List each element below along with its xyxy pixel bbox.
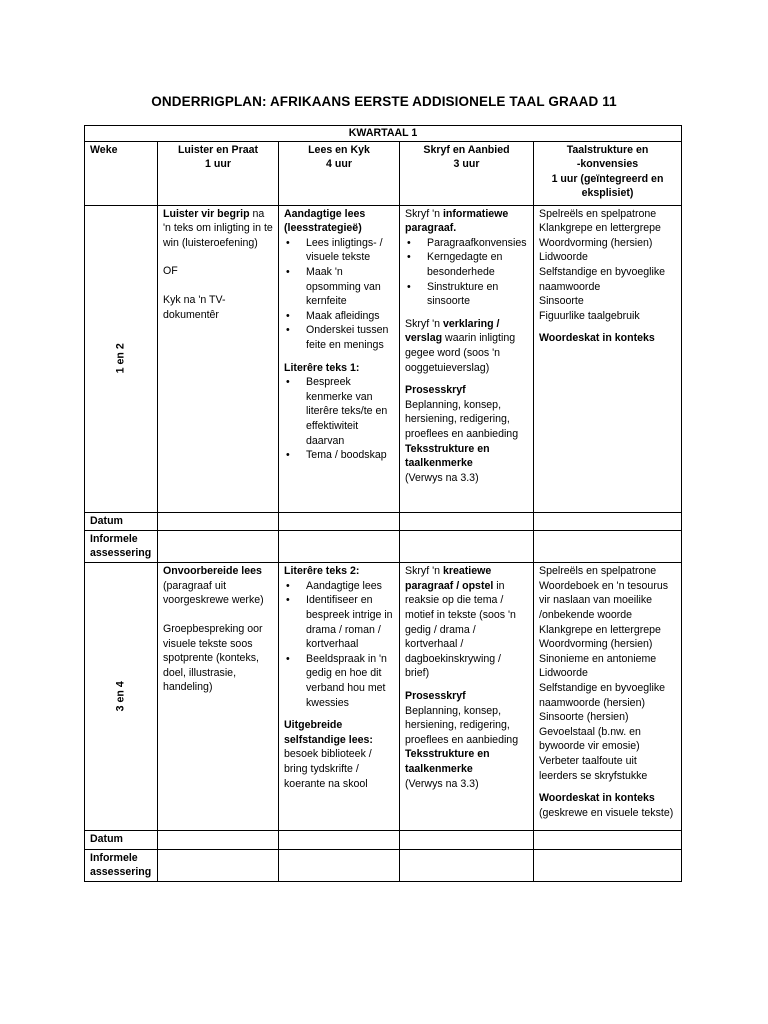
empty-cell: [534, 512, 682, 531]
list-item: • Sinstrukture en sinsoorte: [405, 280, 528, 309]
empty-cell: [400, 849, 534, 881]
list-item: • Onderskei tussen feite en menings: [284, 323, 394, 352]
datum-row-1: [85, 512, 682, 531]
list-item: • Maak 'n opsomming van kernfeite: [284, 265, 394, 309]
luister-cell-2: Onvoorbereide lees (paragraaf uit voorgeskrewe werke) Groepbespreking oor visuele tekste soos spotprente (konteks, doel, illustrasie, handeling): [158, 563, 279, 831]
header-row: [85, 141, 682, 205]
skryf-list-1: [405, 236, 528, 309]
header-weke: Weke: [85, 141, 158, 205]
list-item: • Identifiseer en bespreek intrige in drama / roman / kortverhaal: [284, 593, 394, 651]
lees-list-3: [284, 579, 394, 710]
empty-cell: [400, 831, 534, 850]
header-lees: Lees en Kyk 4 uur: [279, 141, 400, 205]
empty-cell: [279, 531, 400, 563]
lees-list-2: [284, 375, 394, 463]
datum-label-1: Datum: [85, 512, 158, 531]
list-item: • Paragraafkonvensies: [405, 236, 528, 251]
week-block-2: [85, 563, 682, 831]
datum-label-2: Datum: [85, 831, 158, 850]
list-item: • Maak afleidings: [284, 309, 394, 324]
empty-cell: [534, 831, 682, 850]
skryf-cell-1: Skryf 'n informatiewe paragraaf. • Paragraafkonvensies • Kerngedagte en besonderhede • Sinstrukture en sinsoorte Skryf 'n verklaring / verslag waarin inligting gegee word (soos 'n ooggetuieverslag) Prosesskryf Beplanning, konsep, hersiening, redigering, proeflees en aanbieding Teksstrukture en taalkenmerke (Verwys na 3.3): [400, 205, 534, 512]
term-row: [85, 126, 682, 142]
lees-cell-1: Aandagtige lees (leesstrategieë) • Lees inligtings- / visuele tekste • Maak 'n opsomming van kernfeite • Maak afleidings • Onderskei tussen feite en menings Literêre teks 1: • Bespreek kenmerke van literêre teks/te en effektiwiteit daarvan • Tema / boodskap: [279, 205, 400, 512]
empty-cell: [158, 512, 279, 531]
header-taal: Taalstrukture en -konvensies 1 uur (geïntegreerd en eksplisiet): [534, 141, 682, 205]
weeks-label-2: 3 en 4: [85, 563, 158, 831]
empty-cell: [279, 512, 400, 531]
lesson-plan-table: [84, 125, 682, 882]
taal-cell-2: Spelreëls en spelpatrone Woordeboek en 'n tesourus vir naslaan van moeilike /onbekende woorde Klankgrepe en lettergrepe Woordvorming (hersien) Sinonieme en antonieme Lidwoorde Selfstandige en byvoeglike naamwoorde (hersien) Sinsoorte (hersien) Gevoelstaal (b.nw. en bywoorde vir emosie) Verbeter taalfoute uit leerders se skryfstukke Woordeskat in konteks (geskrewe en visuele tekste): [534, 563, 682, 831]
week-block-1: [85, 205, 682, 512]
empty-cell: [279, 849, 400, 881]
empty-cell: [400, 512, 534, 531]
empty-cell: [158, 531, 279, 563]
informele-label-2: Informele assessering: [85, 849, 158, 881]
empty-cell: [158, 831, 279, 850]
lees-cell-2: Literêre teks 2: • Aandagtige lees • Identifiseer en bespreek intrige in drama / roman / kortverhaal • Beeldspraak in 'n gedig en hoe dit verband hou met kwessies Uitgebreide selfstandige lees: besoek biblioteek / bring tydskrifte / koerante na skool: [279, 563, 400, 831]
header-skryf: Skryf en Aanbied 3 uur: [400, 141, 534, 205]
informele-row-1: [85, 531, 682, 563]
list-item: • Bespreek kenmerke van literêre teks/te en effektiwiteit daarvan: [284, 375, 394, 448]
document-title: ONDERRIGPLAN: AFRIKAANS EERSTE ADDISIONELE TAAL GRAAD 11: [151, 94, 617, 109]
empty-cell: [279, 831, 400, 850]
list-item: • Kerngedagte en besonderhede: [405, 250, 528, 279]
list-item: • Tema / boodskap: [284, 448, 394, 463]
empty-cell: [534, 849, 682, 881]
datum-row-2: [85, 831, 682, 850]
lees-list-1: [284, 236, 394, 353]
header-luister: Luister en Praat 1 uur: [158, 141, 279, 205]
luister-cell-1: Luister vir begrip na 'n teks om inligting in te win (luisteroefening) OF Kyk na 'n TV-dokumentêr: [158, 205, 279, 512]
taal-cell-1: Spelreëls en spelpatrone Klankgrepe en lettergrepe Woordvorming (hersien) Lidwoorde Selfstandige en byvoeglike naamwoorde Sinsoorte Figuurlike taalgebruik Woordeskat in konteks: [534, 205, 682, 512]
informele-label-1: Informele assessering: [85, 531, 158, 563]
empty-cell: [534, 531, 682, 563]
list-item: • Aandagtige lees: [284, 579, 394, 594]
list-item: • Beeldspraak in 'n gedig en hoe dit verband hou met kwessies: [284, 652, 394, 710]
list-item: • Lees inligtings- / visuele tekste: [284, 236, 394, 265]
term-heading: KWARTAAL 1: [85, 126, 682, 142]
skryf-cell-2: Skryf 'n kreatiewe paragraaf / opstel in reaksie op die tema / motief in tekste (soos 'n gedig / drama / kortverhaal / dagboekinskrywing / brief) Prosesskryf Beplanning, konsep, hersiening, redigering, proeflees en aanbieding Teksstrukture en taalkenmerke (Verwys na 3.3): [400, 563, 534, 831]
empty-cell: [400, 531, 534, 563]
informele-row-2: [85, 849, 682, 881]
empty-cell: [158, 849, 279, 881]
weeks-label-1: 1 en 2: [85, 205, 158, 512]
